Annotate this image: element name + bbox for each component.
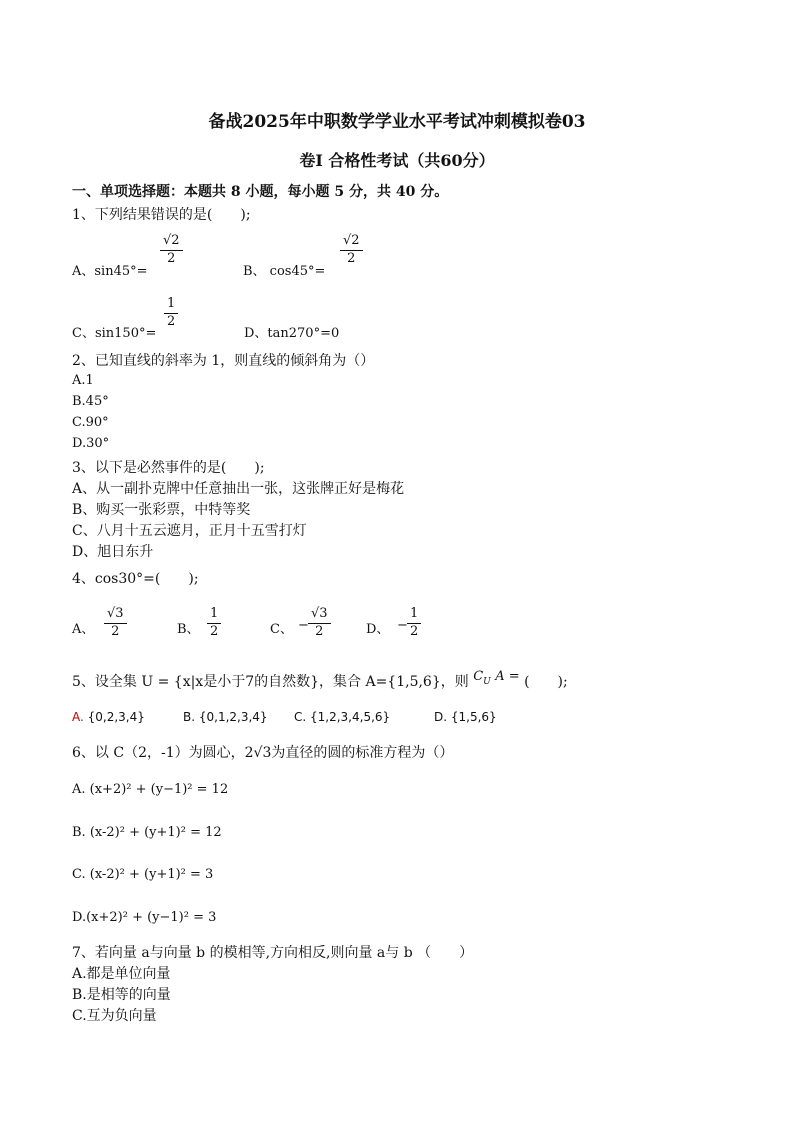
q2-option-d: D.30°: [72, 436, 110, 451]
q4-c-denominator: 2: [315, 624, 324, 639]
question-3-stem: 3、以下是必然事件的是( );: [72, 460, 265, 476]
q5-option-a: {0,2,3,4}: [87, 710, 145, 724]
q4-option-c-fraction: [308, 605, 331, 640]
q4-option-b-label: B、: [177, 622, 200, 637]
q5-option-a-label: A.: [72, 710, 84, 724]
q5-option-b: B. {0,1,2,3,4}: [183, 710, 268, 724]
q1-option-d: D、tan270°=0: [244, 326, 340, 341]
q4-d-numerator: 1: [407, 605, 421, 624]
q3-option-c: C、八月十五云遮月，正月十五雪打灯: [72, 523, 307, 539]
q7-option-b: B.是相等的向量: [72, 987, 171, 1003]
q1-option-c-fraction: [164, 295, 178, 330]
section-heading: 一、单项选择题：本题共 8 小题，每小题 5 分，共 40 分。: [72, 184, 449, 200]
q1-c-numerator: 1: [164, 295, 178, 314]
q3-option-a: A、从一副扑克牌中任意抽出一张，这张牌正好是梅花: [72, 481, 405, 497]
q7-option-c: C.互为负向量: [72, 1008, 157, 1024]
q4-a-numerator: √3: [104, 605, 127, 624]
q5-set-a: A =: [495, 669, 520, 684]
q5-option-d: D. {1,5,6}: [434, 710, 497, 724]
q6-option-c: C. (x-2)² + (y+1)² = 3: [72, 867, 214, 882]
q5-stem-end: ( );: [524, 674, 568, 690]
q3-option-b: B、购买一张彩票，中特等奖: [72, 502, 251, 518]
q1-option-a-fraction: [160, 232, 183, 267]
q7-option-a: A.都是单位向量: [72, 966, 171, 982]
q4-option-c-label: C、: [270, 622, 293, 637]
q5-stem-text: 5、设全集 U = {x|x是小于7的自然数}，集合 A={1,5,6}，则: [72, 674, 469, 690]
q5-complement-subscript: U: [483, 676, 491, 687]
q1-a-numerator: √2: [160, 232, 183, 251]
q4-b-denominator: 2: [210, 624, 219, 639]
question-7-stem: 7、若向量 a与向量 b 的模相等,方向相反,则向量 a与 b （ ）: [72, 945, 474, 961]
q6-option-b: B. (x-2)² + (y+1)² = 12: [72, 825, 222, 840]
q2-option-a: A.1: [72, 373, 94, 388]
q4-option-a-label: A、: [72, 622, 95, 637]
q4-b-numerator: 1: [207, 605, 221, 624]
q1-c-denominator: 2: [167, 314, 176, 329]
q4-a-denominator: 2: [111, 624, 120, 639]
q4-c-numerator: √3: [308, 605, 331, 624]
page-title: 备战2025年中职数学学业水平考试冲刺模拟卷03: [208, 112, 586, 132]
q4-d-denominator: 2: [410, 624, 419, 639]
q1-a-denominator: 2: [167, 251, 176, 266]
q4-option-a-fraction: [104, 605, 127, 640]
q2-option-c: C.90°: [72, 415, 109, 430]
question-6-stem: 6、以 C（2，-1）为圆心，2√3为直径的圆的标准方程为（）: [72, 745, 454, 761]
q1-option-c-text: C、sin150°=: [72, 326, 157, 341]
q3-option-d: D、旭日东升: [72, 544, 154, 560]
q1-b-denominator: 2: [347, 251, 356, 266]
q4-option-d-sign: −: [397, 618, 408, 633]
q4-option-c-sign: −: [298, 618, 309, 633]
question-5-stem: [72, 671, 568, 693]
question-2-stem: 2、已知直线的斜率为 1，则直线的倾斜角为（）: [72, 353, 375, 369]
page-subtitle: 卷Ⅰ 合格性考试（共60分）: [299, 151, 495, 170]
question-1-stem: 1、下列结果错误的是( );: [72, 207, 251, 223]
q5-option-c: C. {1,2,3,4,5,6}: [294, 710, 391, 724]
question-4-stem: 4、cos30°=( );: [72, 571, 199, 587]
q1-option-b-fraction: [340, 232, 363, 267]
q4-option-d-label: D、: [366, 622, 390, 637]
q1-b-numerator: √2: [340, 232, 363, 251]
q6-option-d: D.(x+2)² + (y−1)² = 3: [72, 910, 217, 925]
q1-option-b-text: B、 cos45°=: [243, 264, 326, 279]
q5-complement-symbol: C: [473, 669, 484, 684]
q5-options-row: [72, 710, 145, 724]
q1-option-a-text: A、sin45°=: [72, 264, 148, 279]
q2-option-b: B.45°: [72, 394, 109, 409]
q6-option-a: A. (x+2)² + (y−1)² = 12: [72, 782, 229, 797]
q4-option-d-fraction: [407, 605, 421, 640]
q4-option-b-fraction: [207, 605, 221, 640]
